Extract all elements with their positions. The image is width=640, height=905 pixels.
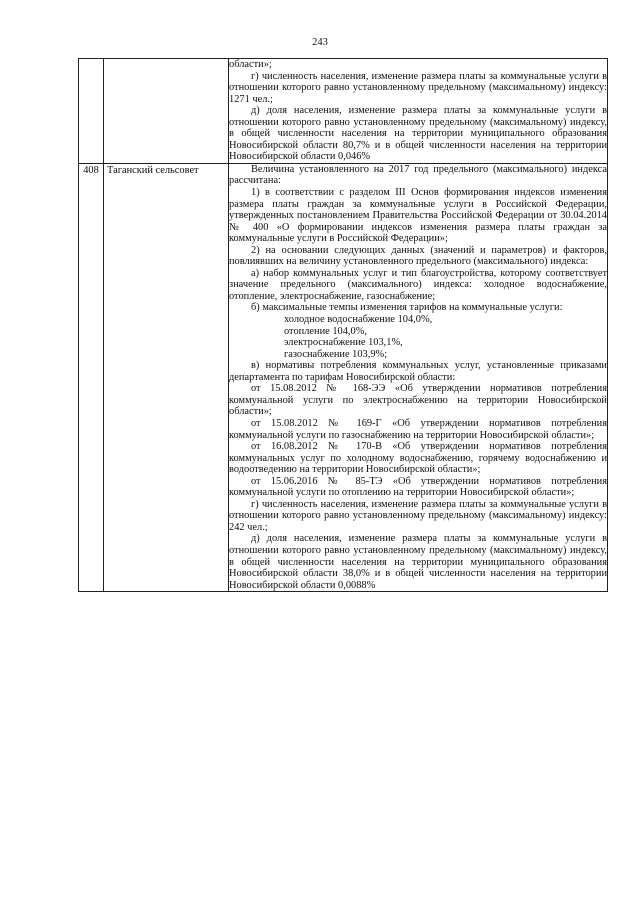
municipality-name	[104, 59, 228, 61]
paragraph: от 15.08.2012 № 169-Г «Об утверждении нормативов потребления коммунальной услуги по газоснабжению на территории Новосибирской области»;	[229, 417, 607, 441]
description-cell	[229, 163, 608, 591]
paragraph: от 15.06.2016 № 85-ТЭ «Об утверждении нормативов потребления коммунальной услуги по отоплению на территории Новосибирской области»;	[229, 475, 607, 499]
paragraph: области»;	[229, 59, 272, 70]
description-cell	[229, 59, 608, 164]
municipality-cell	[104, 163, 229, 591]
row-number: 408	[83, 164, 99, 176]
paragraph: б) максимальные темпы изменения тарифов на коммунальные услуги:	[251, 302, 563, 314]
tariff-line: отопление 104,0%,	[284, 325, 367, 337]
paragraph: г) численность населения, изменение размера платы за коммунальные услуги в отношении которого равно установленному предельному (максимальному) индексу: 242 чел.;	[229, 498, 607, 533]
index-table	[78, 58, 608, 592]
row-number-cell	[79, 59, 104, 164]
table-row	[79, 59, 608, 164]
paragraph: д) доля населения, изменение размера платы за коммунальные услуги в отношении которого равно установленному предельному (максимальному) индексу, в общей численности населения на территории муниципального образования Новосибирской области 80,7% и в общей численности населения на территории Новосибирской области 0,046%	[229, 105, 607, 163]
paragraph: от 15.08.2012 № 168-ЭЭ «Об утверждении нормативов потребления коммунальной услуги по электроснабжению на территории Новосибирской области»;	[229, 383, 607, 418]
tariff-line: холодное водоснабжение 104,0%,	[284, 314, 433, 326]
municipality-cell	[104, 59, 229, 164]
paragraph: д) доля населения, изменение размера платы за коммунальные услуги в отношении которого равно установленному предельному (максимальному) индексу, в общей численности населения на территории муниципального образования Новосибирской области 38,0% и в общей численности населения на территории Новосибирской области 0,0088%	[229, 533, 607, 591]
row-number	[79, 59, 103, 61]
row-number-cell	[79, 163, 104, 591]
paragraph: 1) в соответствии с разделом III Основ формирования индексов изменения размера платы граждан за коммунальные услуги в Российской Федерации, утвержденных постановлением Правительства Российской Федерации от 30.04.2014 № 400 «О формировании индексов изменения размера платы граждан за коммунальные услуги в Российской Федерации»;	[229, 187, 607, 245]
paragraph: 2) на основании следующих данных (значений и параметров) и факторов, повлиявших на величину установленного предельного (максимального) индекса:	[229, 244, 607, 268]
paragraph: от 16.08.2012 № 170-В «Об утверждении нормативов потребления коммунальных услуг по холодному водоснабжению, горячему водоснабжению и водоотведению на территории Новосибирской области»;	[229, 441, 607, 476]
table-row	[79, 163, 608, 591]
paragraph: в) нормативы потребления коммунальных услуг, установленные приказами департамента по тарифам Новосибирской области:	[229, 360, 607, 383]
paragraph: г) численность населения, изменение размера платы за коммунальные услуги в отношении которого равно установленному предельному (максимальному) индексу: 1271 чел.;	[229, 70, 607, 105]
page-number: 243	[312, 37, 328, 48]
tariff-line: газоснабжение 103,9%;	[284, 348, 388, 360]
paragraph: Величина установленного на 2017 год предельного (максимального) индекса рассчитана:	[229, 163, 607, 187]
municipality-name: Таганский сельсовет	[107, 164, 199, 176]
paragraph: а) набор коммунальных услуг и тип благоустройства, которому соответствует значение предельного (максимального) индекса: холодное водоснабжение, отопление, электроснабжение, газоснабжение;	[229, 267, 607, 302]
tariff-line: электроснабжение 103,1%,	[284, 337, 403, 349]
